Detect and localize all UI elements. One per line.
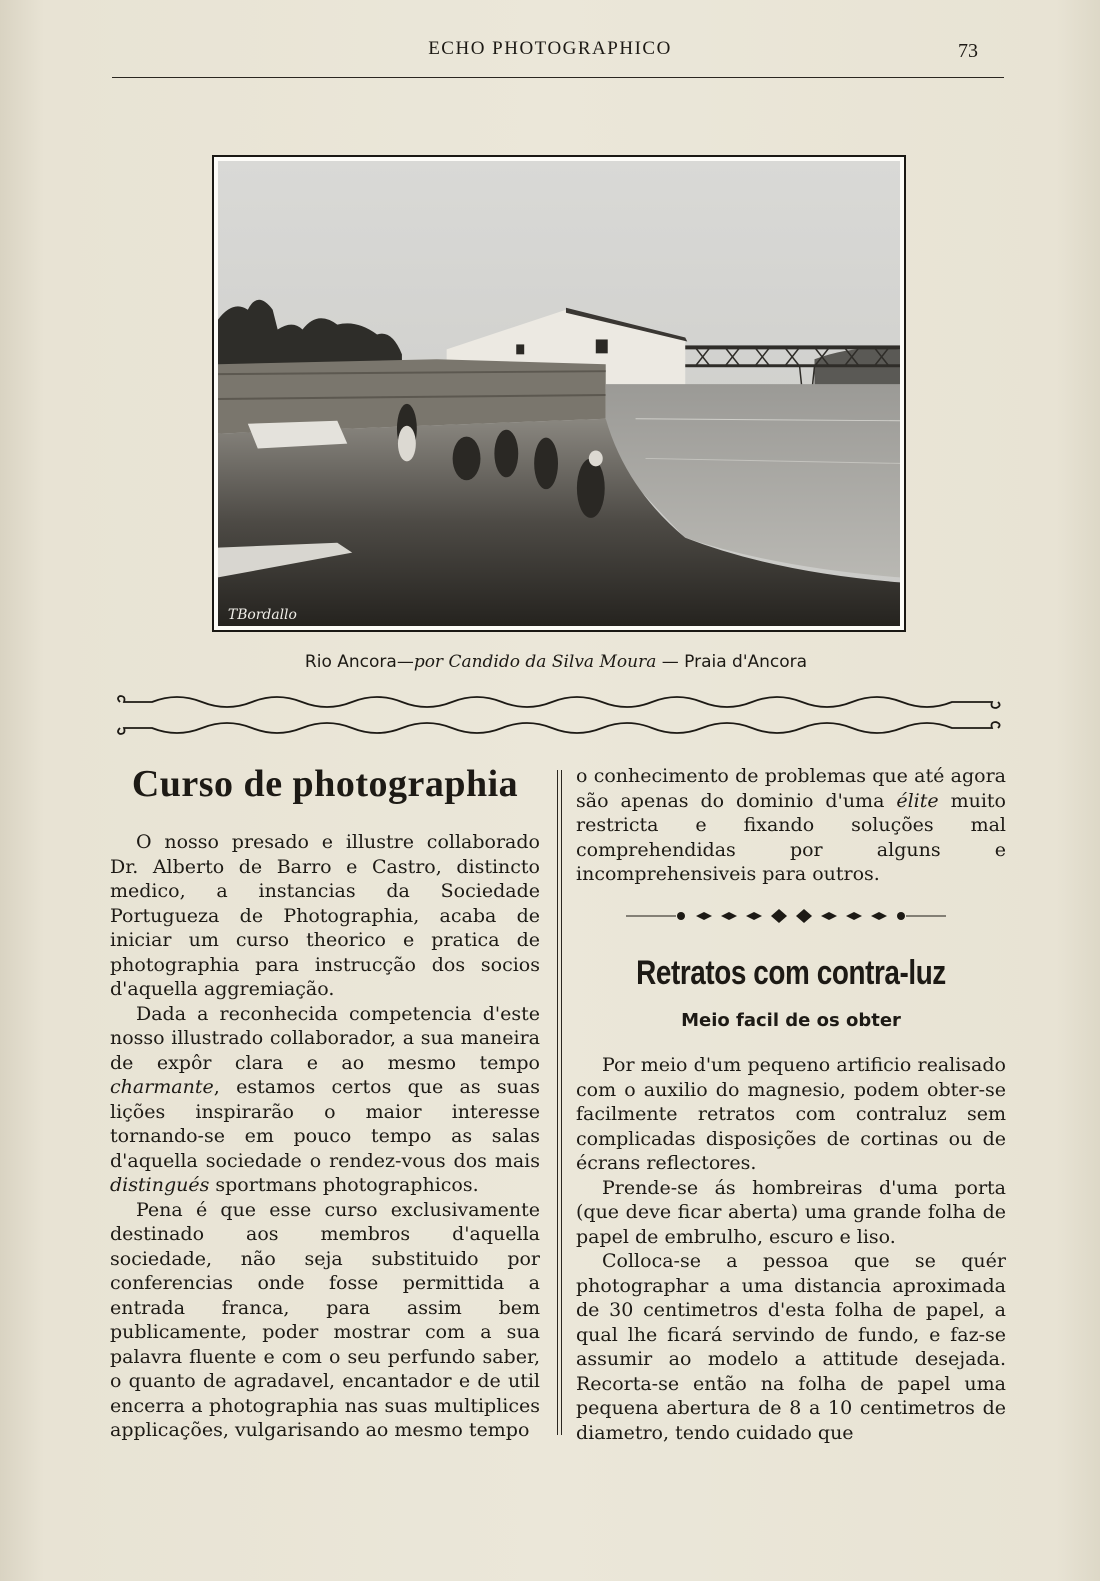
caption-location: Praia d'Ancora	[684, 652, 808, 672]
left-column	[110, 762, 540, 1443]
article-paragraph: Colloca-se a pessoa que se quér photographar a uma distancia aproximada de 30 centimetros d'esta folha de papel, a qual lhe ficará servindo de fundo, e faz-se assumir ao modelo a attitude desejada. Recorta-se então na folha de papel uma pequena abertura de 8 a 10 centimetros de diametro, tendo cuidado que	[576, 1250, 1006, 1444]
column-divider	[561, 770, 562, 1435]
article-paragraph: O nosso presado e illustre collaborado Dr. Alberto de Barro e Castro, distincto medico, a instancias da Sociedade Portugueza de Photographia, acaba de iniciar um curso theorico e pratica de photographia para instrucção dos socios d'aquella aggremiação.	[110, 831, 540, 1000]
running-header: ECHO PHOTOGRAPHICO	[428, 38, 672, 59]
caption-author: por Candido da Silva Moura	[413, 652, 657, 672]
article-title-retratos: Retratos com contra-luz	[636, 953, 946, 992]
caption-place: Rio Ancora	[304, 652, 397, 672]
column-divider	[557, 770, 558, 1435]
article-subtitle: Meio facil de os obter	[681, 1009, 901, 1031]
caption-dash: —	[396, 652, 414, 672]
header-rule	[112, 77, 1004, 78]
right-column	[576, 764, 1006, 1445]
photo-caption	[0, 652, 1100, 672]
river-scene-photo	[218, 161, 900, 626]
photo-signature: TBordallo	[227, 607, 297, 624]
section-separator	[576, 905, 1006, 927]
ornamental-rule	[112, 694, 1004, 740]
article-paragraph: Por meio d'um pequeno artificio realisado com o auxilio do magnesio, podem obter-se facilmente retratos com contraluz sem complicadas disposições de cortinas ou de écrans reflectores.	[576, 1054, 1006, 1174]
article-paragraph: Dada a reconhecida competencia d'este nosso illustrado collaborador, a sua maneira de expôr clara e ao mesmo tempo charmante, estamos certos que as suas lições inspirarão o maior interesse tornando-se em pouco tempo as salas d'aquella sociedade o rendez-vous dos mais distingués sportmans photographicos.	[110, 1002, 540, 1196]
separator-ornament	[576, 905, 1006, 927]
photograph	[212, 155, 906, 632]
article-paragraph: Pena é que esse curso exclusivamente destinado aos membros d'aquella sociedade, não seja substituido por conferencias onde fosse permittida a entrada franca, para assim bem publicamente, poder mostrar com a sua palavra fluente e com o seu perfundo saber, o quanto de agradavel, encantador e de util encerra a photographia nas suas multiplices applicações, vulgarisando ao mesmo tempo	[110, 1198, 540, 1441]
article-title-curso: Curso de photographia	[131, 763, 519, 805]
page-number: 73	[958, 40, 978, 62]
article-paragraph: Prende-se ás hombreiras d'uma porta (que deve ficar aberta) uma grande folha de papel de embrulho, escuro e liso.	[576, 1176, 1006, 1248]
caption-dash: —	[656, 652, 685, 672]
article-paragraph-continued: o conhecimento de problemas que até agora são apenas do dominio d'uma élite muito restricta e fixando soluções mal comprehendidas por alguns e incomprehensiveis para outros.	[576, 765, 1006, 885]
